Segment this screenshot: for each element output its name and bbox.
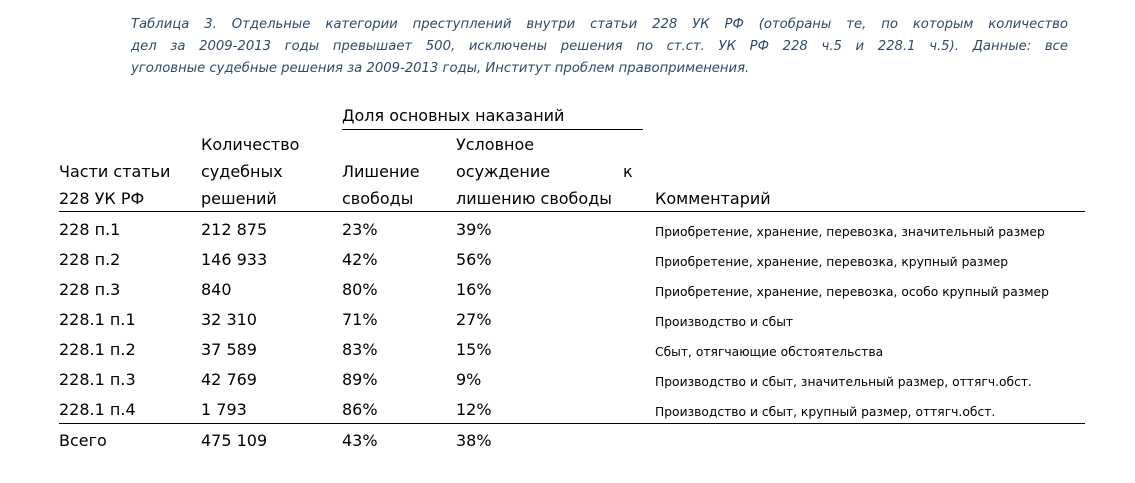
caption-line-1: Таблица 3. Отдельные категории преступлений внутри статьи 228 УК РФ (отобраны те, по которым количество: [131, 17, 1068, 32]
header-count-line1: Количество: [201, 135, 300, 154]
header-prison-line2: свободы: [342, 189, 414, 208]
cell-prison: 86%: [342, 400, 378, 419]
cell-part: 228 п.2: [59, 250, 121, 269]
cell-conditional: 12%: [456, 400, 492, 419]
cell-comment: Производство и сбыт: [655, 315, 794, 329]
total-rule: [59, 423, 1085, 424]
caption-line-2: дел за 2009-2013 годы превышает 500, исключены решения по ст.ст. УК РФ 228 ч.5 и 228.1 ч.5). Данные: все: [131, 39, 1068, 54]
header-rule: [59, 211, 1085, 212]
cell-part: 228.1 п.2: [59, 340, 136, 359]
header-part-line1: Части статьи: [59, 162, 171, 181]
cell-conditional: 39%: [456, 220, 492, 239]
total-prison: 43%: [342, 431, 378, 450]
cell-count: 212 875: [201, 220, 268, 239]
total-count: 475 109: [201, 431, 268, 450]
cell-prison: 42%: [342, 250, 378, 269]
header-count-line3: решений: [201, 189, 277, 208]
cell-comment: Производство и сбыт, значительный размер, оттягч.обст.: [655, 375, 1032, 389]
cell-prison: 80%: [342, 280, 378, 299]
caption-line-3: уголовные судебные решения за 2009-2013 годы, Институт проблем правоприменения.: [131, 61, 750, 76]
cell-conditional: 27%: [456, 310, 492, 329]
header-part-line2: 228 УК РФ: [59, 189, 145, 208]
cell-count: 32 310: [201, 310, 257, 329]
cell-part: 228 п.1: [59, 220, 121, 239]
cell-count: 37 589: [201, 340, 257, 359]
cell-prison: 23%: [342, 220, 378, 239]
cell-count: 146 933: [201, 250, 268, 269]
header-conditional-line2b: к: [623, 162, 633, 181]
cell-count: 42 769: [201, 370, 257, 389]
group-header: Доля основных наказаний: [342, 106, 565, 125]
cell-conditional: 16%: [456, 280, 492, 299]
total-conditional: 38%: [456, 431, 492, 450]
table-caption: [131, 14, 1068, 80]
cell-count: 840: [201, 280, 232, 299]
cell-part: 228.1 п.1: [59, 310, 136, 329]
cell-comment: Приобретение, хранение, перевозка, значительный размер: [655, 225, 1045, 239]
header-prison-line1: Лишение: [342, 162, 420, 181]
cell-prison: 71%: [342, 310, 378, 329]
header-count-line2: судебных: [201, 162, 283, 181]
cell-part: 228.1 п.4: [59, 400, 136, 419]
total-part: Всего: [59, 431, 107, 450]
header-conditional-line3: лишению свободы: [456, 189, 612, 208]
cell-conditional: 56%: [456, 250, 492, 269]
cell-comment: Сбыт, отягчающие обстоятельства: [655, 345, 884, 359]
cell-comment: Приобретение, хранение, перевозка, особо крупный размер: [655, 285, 1049, 299]
data-table: [59, 102, 1085, 462]
cell-comment: Производство и сбыт, крупный размер, оттягч.обст.: [655, 405, 996, 419]
cell-comment: Приобретение, хранение, перевозка, крупный размер: [655, 255, 1009, 269]
group-header-rule: [342, 129, 643, 130]
cell-part: 228.1 п.3: [59, 370, 136, 389]
cell-prison: 89%: [342, 370, 378, 389]
cell-conditional: 15%: [456, 340, 492, 359]
header-conditional-line1: Условное: [456, 135, 535, 154]
cell-count: 1 793: [201, 400, 247, 419]
header-conditional-line2: осуждение: [456, 162, 551, 181]
header-comment: Комментарий: [655, 189, 771, 208]
cell-prison: 83%: [342, 340, 378, 359]
cell-conditional: 9%: [456, 370, 482, 389]
cell-part: 228 п.3: [59, 280, 121, 299]
